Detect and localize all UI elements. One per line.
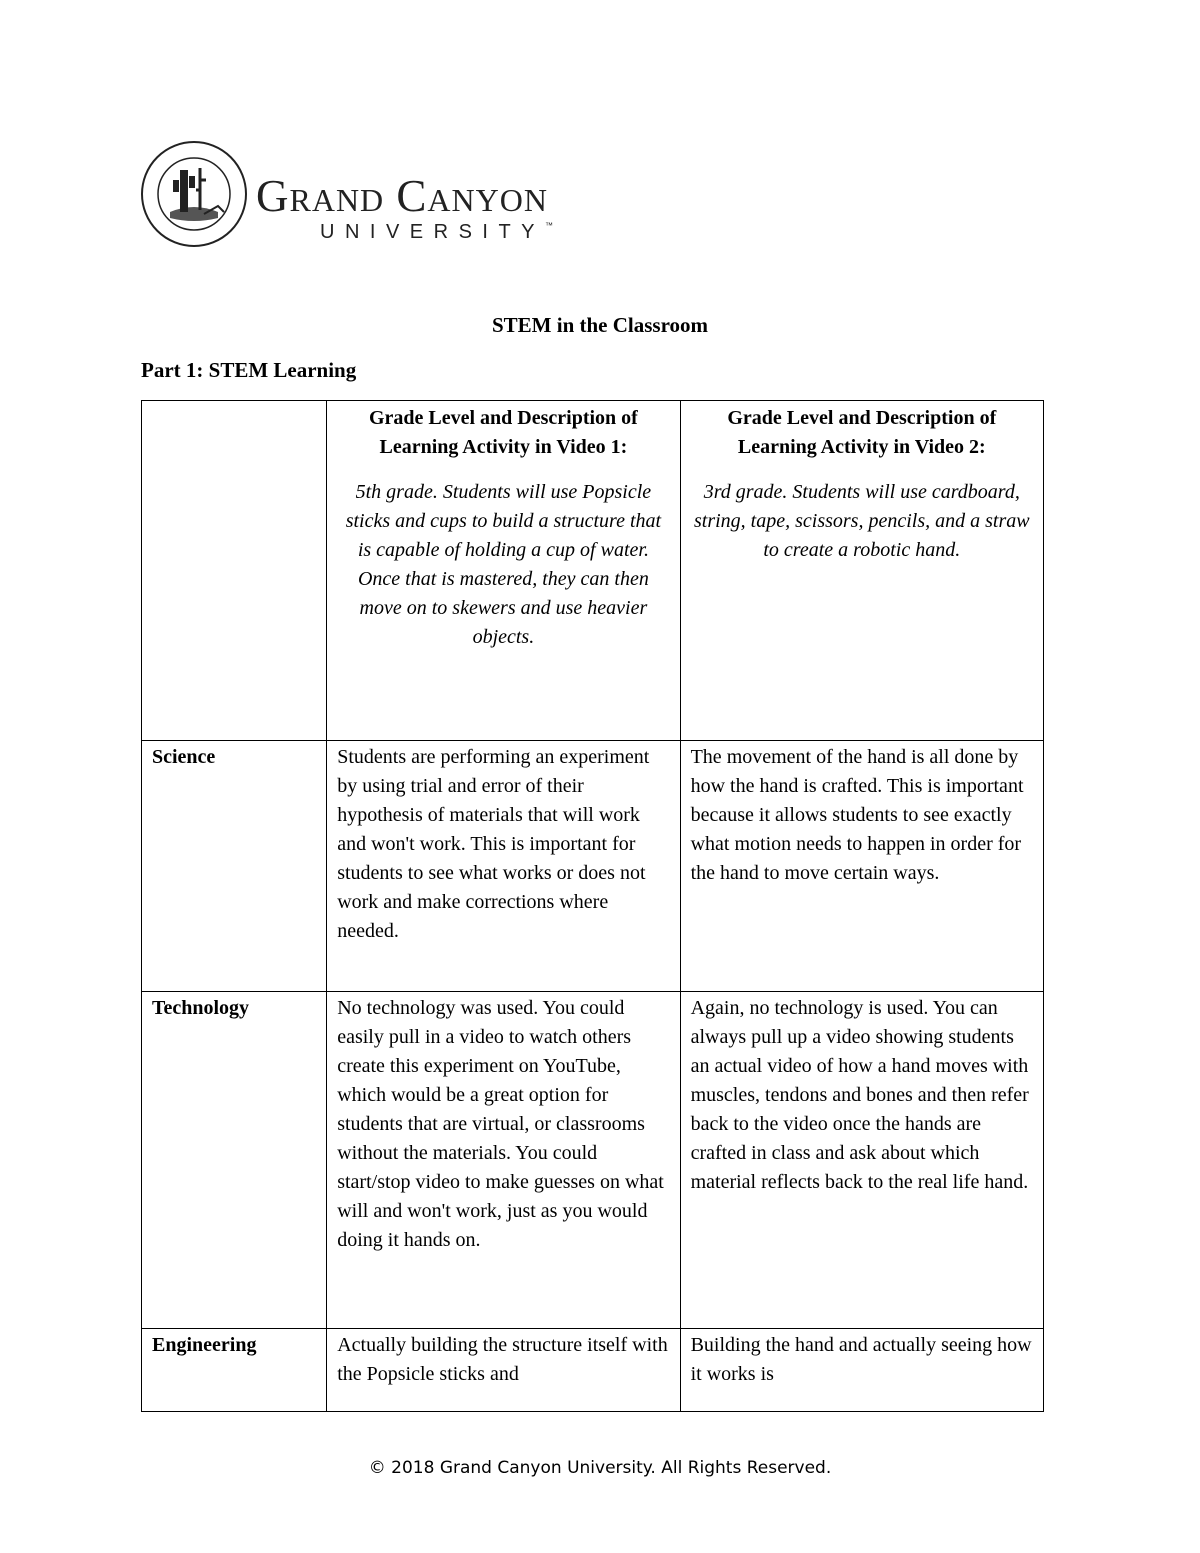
logo-wordmark-line1: Grand Canyon [256, 171, 548, 221]
science-video1-cell: Students are performing an experiment by using trial and error of their hypothesis of materials that will work and won't work. This is important for students to see what works or does not work and make corrections where needed. [327, 741, 680, 992]
logo-wordmark-university: UNIVERSITY [320, 221, 546, 243]
video1-description: 5th grade. Students will use Popsicle sticks and cups to build a structure that is capable of holding a cup of water. Once that is mastered, they can then move on to skewers and use heavier objects. [345, 481, 662, 648]
copyright-footer: © 2018 Grand Canyon University. All Rights Reserved. [368, 1458, 832, 1478]
video1-header-cell [327, 401, 680, 741]
video2-header-title: Grade Level and Description of Learning Activity in Video 2: [727, 407, 997, 458]
technology-video1-cell: No technology was used. You could easily pull in a video to watch others create this experiment on YouTube, which would be a great option for students that are virtual, or classrooms without the materials. You could start/stop video to make guesses on what will and won't work, just as you would doing it hands on. [327, 992, 680, 1329]
science-video2-cell: The movement of the hand is all done by how the hand is crafted. This is important because it allows students to see exactly what motion needs to happen in order for the hand to move certain ways. [680, 741, 1043, 992]
row-label-science: Science [142, 741, 327, 992]
university-logo [140, 140, 620, 250]
document-title: STEM in the Classroom [491, 313, 709, 337]
part-heading: Part 1: STEM Learning [141, 358, 357, 382]
stem-table [141, 400, 1044, 1412]
video2-header-cell [680, 401, 1043, 741]
trademark-symbol: ™ [545, 221, 554, 230]
video2-description: 3rd grade. Students will use cardboard, string, tape, scissors, pencils, and a straw to create a robotic hand. [694, 481, 1030, 561]
table-row-technology [142, 992, 1044, 1329]
logo-wordmark-line2 [320, 222, 553, 242]
table-row-engineering [142, 1329, 1044, 1412]
row-label-technology: Technology [142, 992, 327, 1329]
engineering-video2-cell: Building the hand and actually seeing how it works is [680, 1329, 1043, 1412]
table-corner-cell [142, 401, 327, 741]
row-label-engineering: Engineering [142, 1329, 327, 1412]
table-header-row [142, 401, 1044, 741]
technology-video2-cell: Again, no technology is used. You can always pull up a video showing students an actual video of how a hand moves with muscles, tendons and bones and then refer back to the video once the hands are crafted in class and ask about which material reflects back to the real life hand. [680, 992, 1043, 1329]
engineering-video1-cell: Actually building the structure itself with the Popsicle sticks and [327, 1329, 680, 1412]
video1-header-title: Grade Level and Description of Learning Activity in Video 1: [368, 407, 638, 458]
table-row-science [142, 741, 1044, 992]
university-seal-icon [140, 140, 248, 248]
